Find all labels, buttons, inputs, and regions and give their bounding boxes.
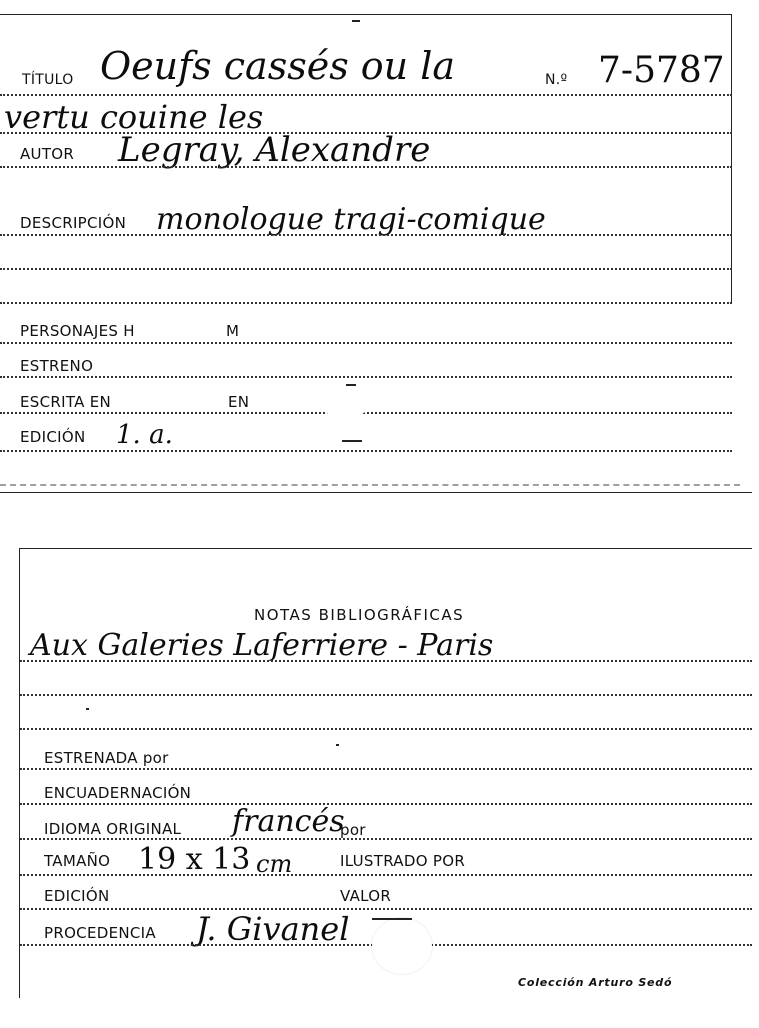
- coleccion-label: Colección Arturo Sedó: [518, 976, 673, 989]
- notas-value: Aux Galeries Laferriere - Paris: [30, 628, 494, 663]
- idioma-label: IDIOMA ORIGINAL: [44, 820, 182, 838]
- encuadernacion-label: ENCUADERNACIÓN: [44, 784, 192, 802]
- escrita-label: ESCRITA EN: [20, 393, 112, 411]
- card-dashed-line: [0, 484, 740, 486]
- scan-speck: [342, 440, 362, 442]
- personajes-dotted-line: [0, 342, 732, 344]
- numero-label: N.º: [545, 72, 568, 88]
- tamano-label: TAMAÑO: [44, 852, 111, 870]
- scan-blot: [372, 918, 432, 974]
- estrenada-label: ESTRENADA por: [44, 749, 169, 767]
- card2-left-border: [19, 548, 20, 998]
- descripcion-dotted-line: [0, 234, 732, 236]
- procedencia-value: J. Givanel: [196, 910, 350, 948]
- por-label: por: [340, 821, 366, 839]
- titulo-value: Oeufs cassés ou la: [100, 44, 456, 88]
- valor-label: VALOR: [340, 887, 392, 905]
- card-separator-line: [0, 492, 752, 493]
- blank-dotted-line-2: [0, 302, 732, 304]
- edicion2-label: EDICIÓN: [44, 887, 110, 905]
- scan-speck: [372, 918, 412, 920]
- blank-dotted-line-4: [20, 728, 752, 730]
- notas-label: NOTAS BIBLIOGRÁFICAS: [254, 606, 465, 624]
- autor-dotted-line: [0, 166, 732, 168]
- scan-speck: [352, 20, 360, 22]
- scan-speck: [336, 744, 339, 746]
- descripcion-label: DESCRIPCIÓN: [20, 214, 127, 232]
- idioma-dotted-line: [20, 838, 752, 840]
- titulo-label: TÍTULO: [22, 72, 74, 88]
- estrenada-dotted-line: [20, 768, 752, 770]
- descripcion-value: monologue tragi-comique: [156, 202, 546, 237]
- tamano-dotted-line: [20, 874, 752, 876]
- notas-dotted-line: [20, 660, 752, 662]
- ilustrado-label: ILUSTRADO POR: [340, 852, 466, 870]
- card-right-border: [731, 14, 732, 304]
- escrita-dotted-line: [0, 412, 732, 414]
- edicion-value: 1. a.: [116, 420, 173, 450]
- m-label: M: [226, 322, 240, 340]
- card-top-border: [0, 14, 732, 15]
- titulo-dotted-line: [0, 94, 732, 96]
- scan-speck: [86, 708, 89, 710]
- en-label: EN: [228, 393, 250, 411]
- cm-value: cm: [256, 850, 293, 878]
- blank-dotted-line-1: [0, 268, 732, 270]
- scan-speck: [346, 384, 356, 386]
- personajes-label: PERSONAJES H: [20, 322, 135, 340]
- edicion-label: EDICIÓN: [20, 428, 86, 446]
- procedencia-label: PROCEDENCIA: [44, 924, 156, 942]
- edicion2-dotted-line: [20, 908, 752, 910]
- idioma-value: francés: [232, 804, 345, 839]
- numero-value: 7-5787: [598, 50, 725, 91]
- edicion-dotted-line: [0, 450, 732, 452]
- encuadernacion-dotted-line: [20, 803, 752, 805]
- tamano-value: 19 x 13: [138, 842, 251, 877]
- estreno-dotted-line: [0, 376, 732, 378]
- card2-top-border: [20, 548, 752, 549]
- titulo-value-continued: vertu couine les: [4, 98, 264, 136]
- blank-dotted-line-3: [20, 694, 752, 696]
- estreno-label: ESTRENO: [20, 357, 94, 375]
- autor-label: AUTOR: [20, 145, 75, 163]
- autor-value: Legray, Alexandre: [118, 130, 431, 170]
- scan-blot: [322, 394, 368, 418]
